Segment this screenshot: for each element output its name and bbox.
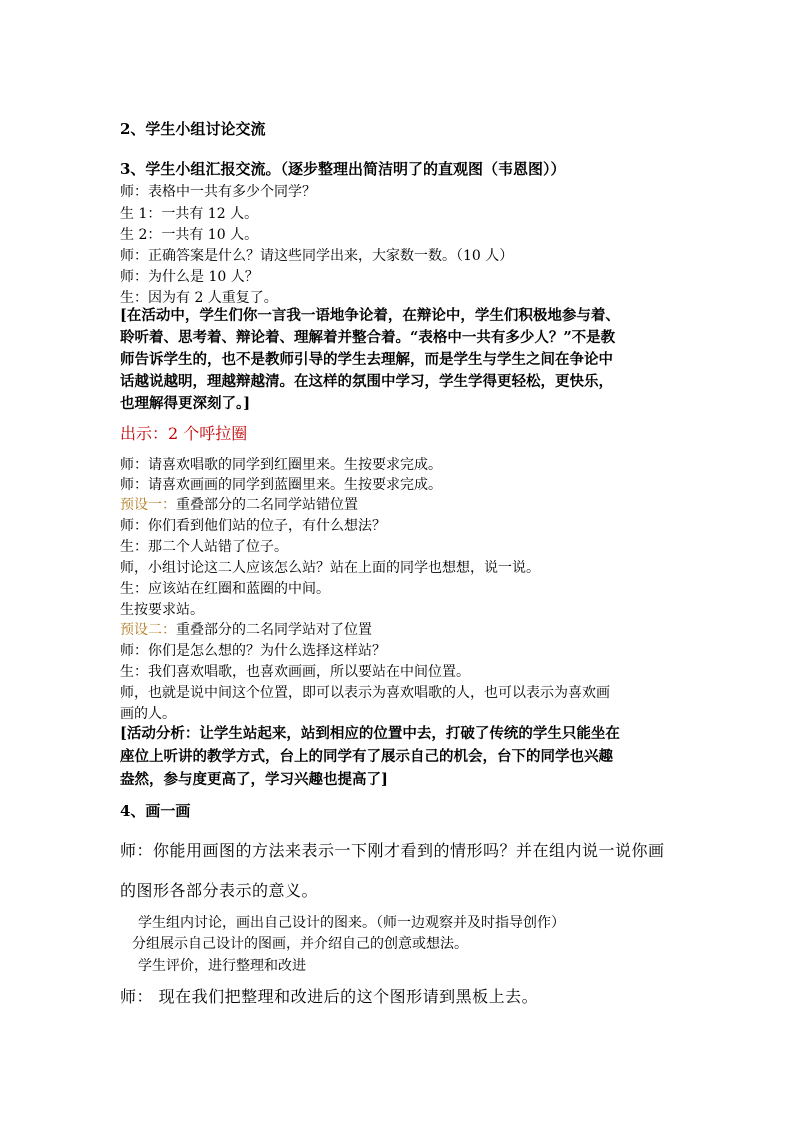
preset-one-text: 重叠部分的二名同学站错位置	[176, 497, 358, 513]
dialog-line: 画的人。	[120, 706, 176, 722]
analysis-line: 聆听着、思考着、辩论着、理解着并整合着。“表格中一共有多少人？”不是教	[120, 329, 616, 346]
teacher-question-line: 师：你能用画图的方法来表示一下刚才看到的情形吗？并在组内说一说你画	[120, 841, 665, 860]
dialog-line: 生按要求站。	[120, 602, 204, 618]
dialog-line: 师：请喜欢画画的同学到蓝圈里来。生按要求完成。	[120, 477, 442, 493]
analysis-line: 话越说越明，理越辩越清。在这样的氛围中学习，学生学得更轻松，更快乐，	[120, 373, 613, 390]
activity-line: 分组展示自己设计的图画，并介绍自己的创意或想法。	[132, 936, 468, 952]
analysis-line: 也理解得更深刻了。]	[120, 395, 251, 412]
analysis-line: [在活动中，学生们你一言我一语地争论着，在辩论中，学生们积极地参与着、	[120, 307, 620, 324]
dialog-line: 师：为什么是 10 人？	[120, 269, 259, 285]
analysis-line: 师告诉学生的，也不是教师引导的学生去理解，而是学生与学生之间在争论中	[120, 351, 613, 368]
dialog-line: 生 1：一共有 12 人。	[120, 206, 259, 222]
teacher-question-line: 的图形各部分表示的意义。	[120, 881, 319, 900]
closing-line: 师： 现在我们把整理和改进后的这个图形请到黑板上去。	[120, 987, 539, 1006]
dialog-line: 生：因为有 2 人重复了。	[120, 290, 278, 306]
show-hoops-title: 出示：2 个呼拉圈	[120, 424, 248, 443]
dialog-line: 生：应该站在红圈和蓝圈的中间。	[120, 581, 330, 597]
activity-line: 学生组内讨论，画出自己设计的图来。（师一边观察并及时指导创作）	[138, 915, 565, 931]
dialog-line: 师：你们是怎么想的？为什么选择这样站？	[120, 643, 386, 659]
analysis-line: 盎然，参与度更高了，学习兴趣也提高了]	[120, 771, 388, 788]
preset-one	[120, 496, 358, 514]
preset-two-text: 重叠部分的二名同学站对了位置	[176, 622, 372, 638]
dialog-line: 生：那二个人站错了位子。	[120, 539, 288, 555]
heading-draw: 4、画一画	[120, 802, 191, 820]
preset-two	[120, 621, 372, 639]
analysis-line: 座位上听讲的教学方式，台上的同学有了展示自己的机会，台下的同学也兴趣	[120, 748, 613, 765]
heading-report: 3、学生小组汇报交流。（逐步整理出简洁明了的直观图（韦恩图））	[120, 160, 566, 178]
dialog-line: 师，也就是说中间这个位置，即可以表示为喜欢唱歌的人，也可以表示为喜欢画	[120, 685, 610, 701]
analysis-line: [活动分析：让学生站起来，站到相应的位置中去，打破了传统的学生只能坐在	[120, 725, 620, 742]
preset-two-label: 预设二：	[120, 622, 176, 638]
dialog-line: 生：我们喜欢唱歌，也喜欢画画，所以要站在中间位置。	[120, 664, 470, 680]
dialog-line: 生 2：一共有 10 人。	[120, 227, 259, 243]
activity-line: 学生评价，进行整理和改进	[138, 958, 306, 974]
dialog-line: 师：请喜欢唱歌的同学到红圈里来。生按要求完成。	[120, 457, 442, 473]
preset-one-label: 预设一：	[120, 497, 176, 513]
dialog-line: 师：你们看到他们站的位子，有什么想法？	[120, 518, 386, 534]
dialog-line: 师：表格中一共有多少个同学？	[120, 184, 316, 200]
dialog-line: 师，小组讨论这二人应该怎么站？站在上面的同学也想想，说一说。	[120, 560, 540, 576]
dialog-line: 师：正确答案是什么？请这些同学出来，大家数一数。（10 人）	[120, 248, 514, 264]
heading-discussion: 2、学生小组讨论交流	[120, 120, 266, 138]
